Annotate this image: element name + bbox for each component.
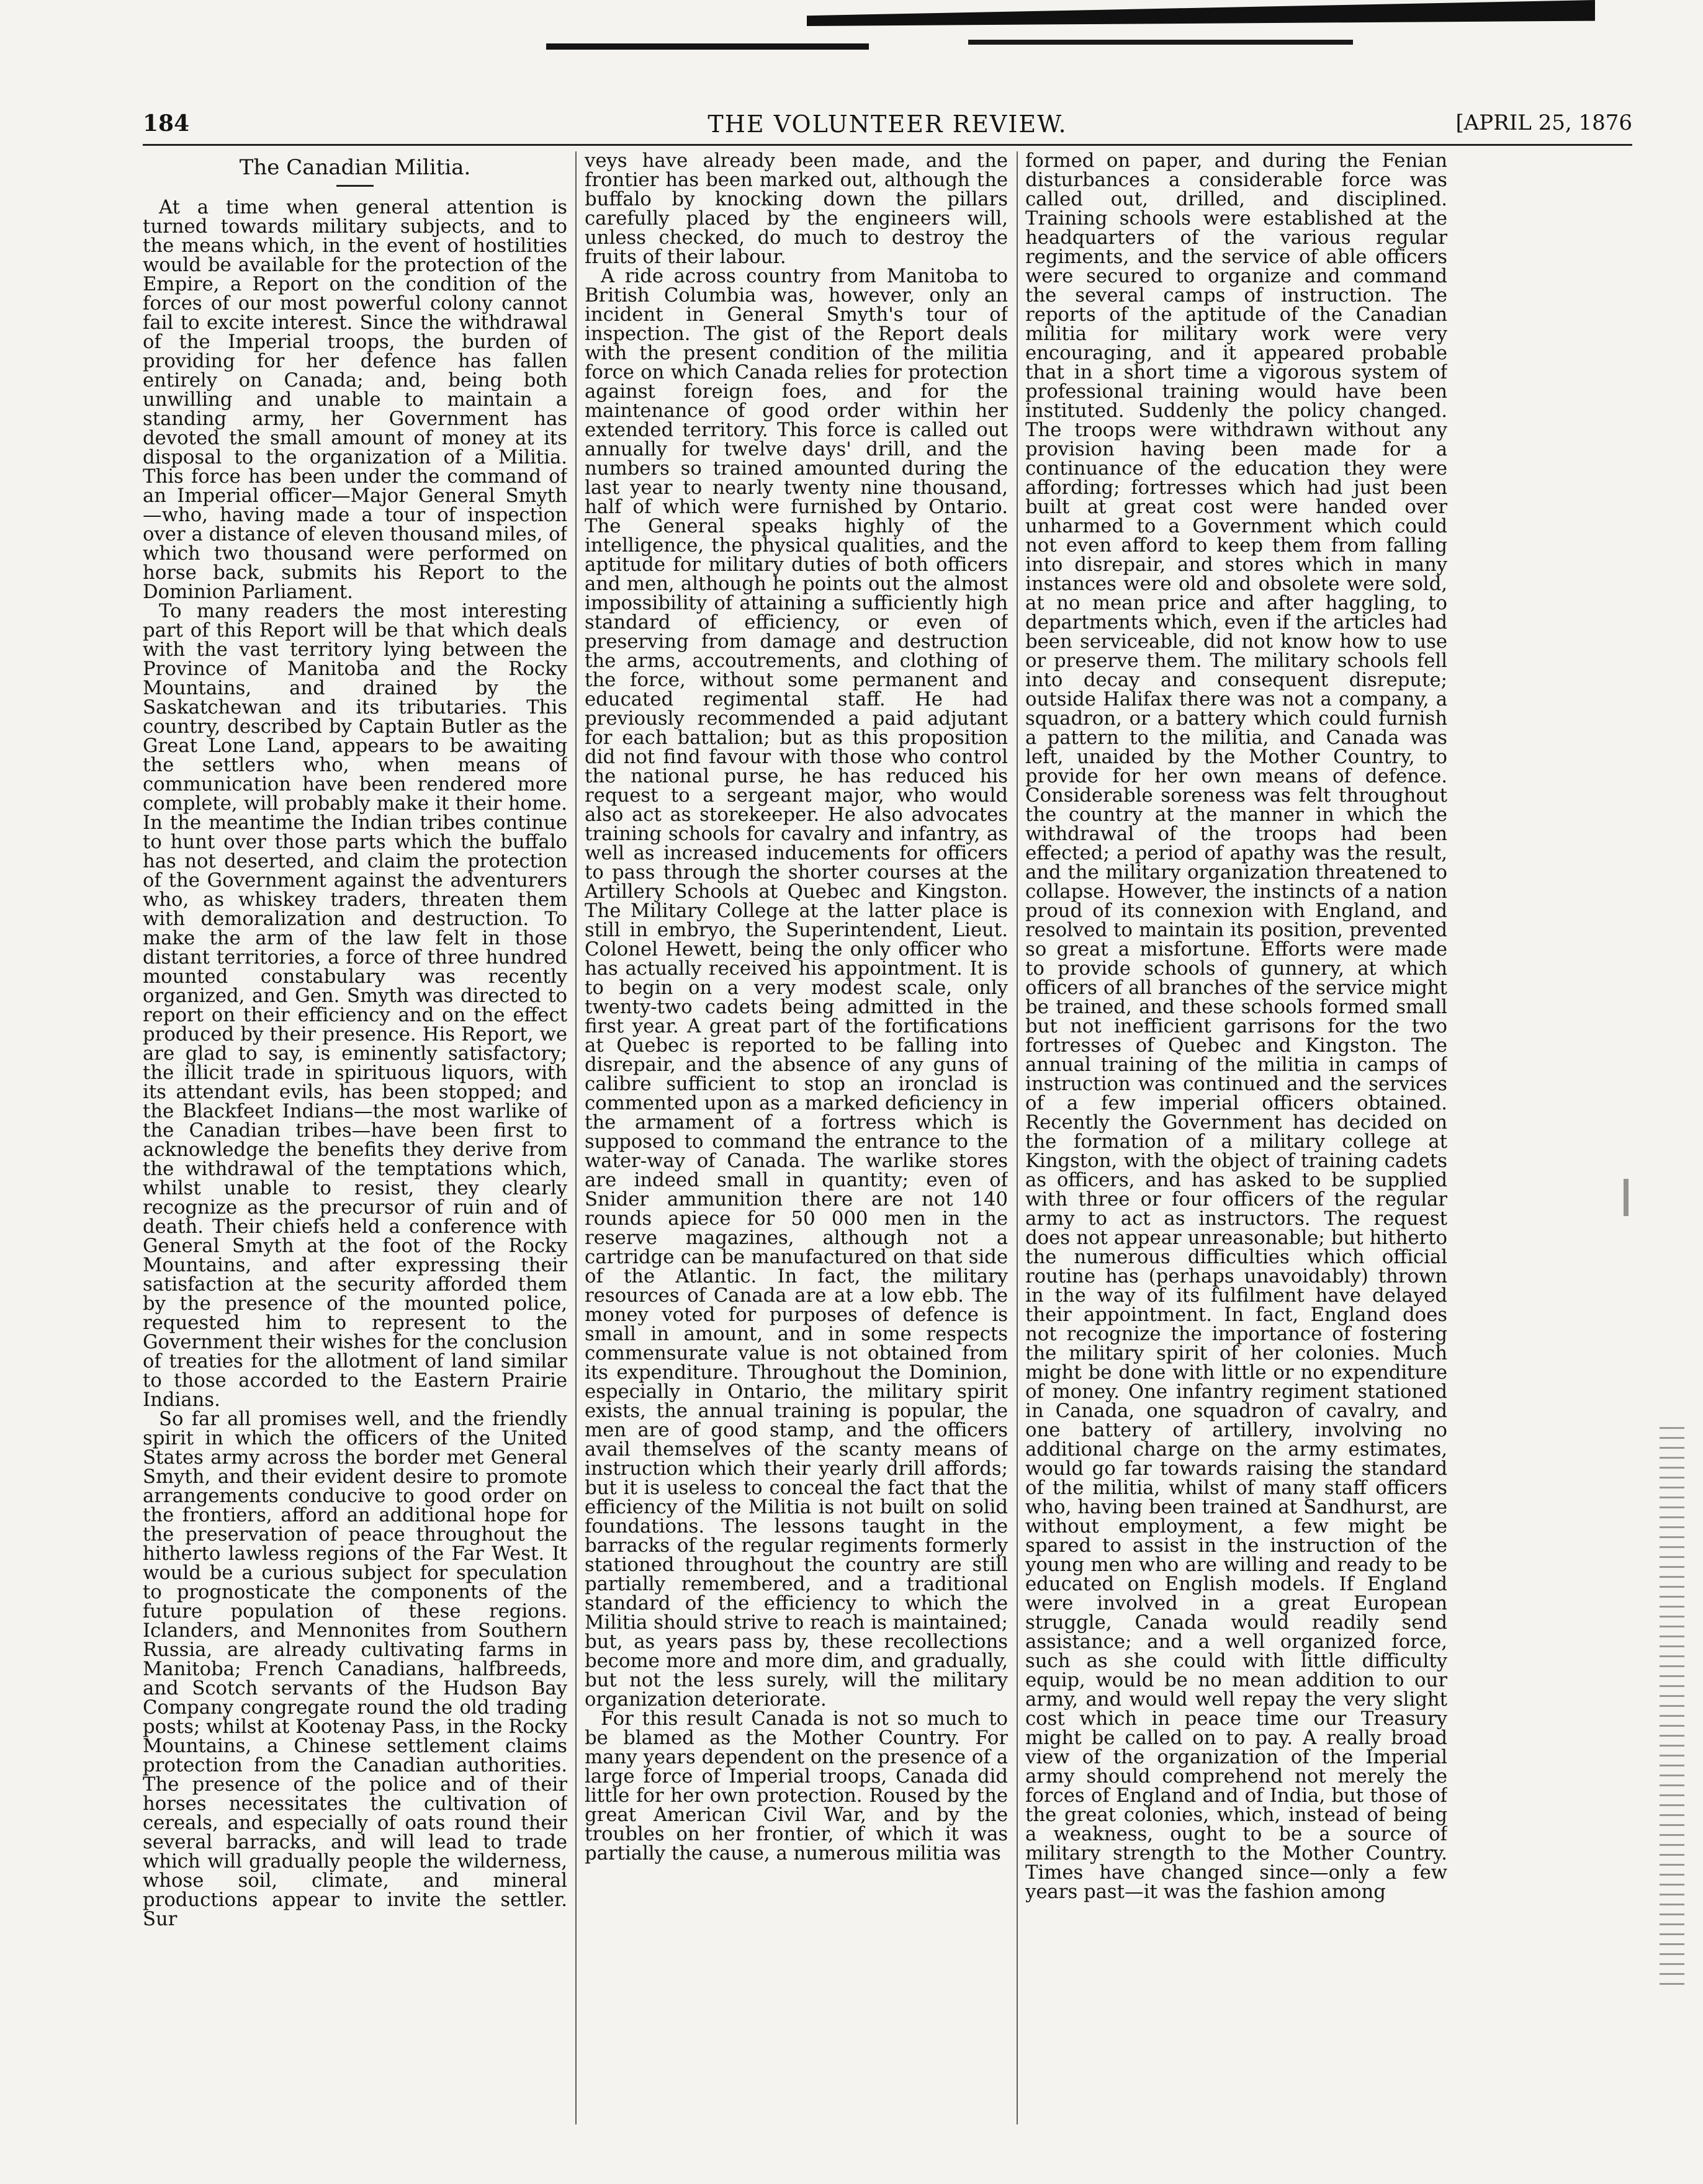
column-3 <box>1025 151 1447 2124</box>
column-divider <box>1017 151 1018 2124</box>
paragraph: For this result Canada is not so much to be blamed as the Mother Country. For many years dependent on the presence of a large force of Imperial troops, Canada did little for her own protection. Roused by the great American Civil War, and by the troubles on her frontier, of which it was partially the cause, a numerous militia was <box>585 1708 1008 1864</box>
column-1 <box>143 151 567 2124</box>
header-rule <box>143 144 1632 146</box>
article-columns <box>143 151 1632 2124</box>
top-border-rule-secondary <box>546 43 869 50</box>
column-2 <box>585 151 1008 2124</box>
masthead: THE VOLUNTEER REVIEW. <box>708 110 1067 138</box>
paragraph: So far all promises well, and the friendly spirit in which the officers of the United States army across the border met General Smyth, and their evident desire to promote arrangements conducive to good order on the frontiers, afford an additional hope for the preservation of peace throughout the hitherto lawless regions of the Far West. It would be a curious subject for speculation to prognosticate the components of the future population of these regions. Iclanders, and Mennonites from Southern Russia, are already cultivating farms in Manitoba; French Canadians, halfbreeds, and Scotch servants of the Hudson Bay Company congregate round the old trading posts; whilst at Kootenay Pass, in the Rocky Mountains, a Chinese settlement claims protection from the Canadian authorities. The presence of the police and of their horses necessitates the cultivation of cereals, and especially of oats round their several barracks, and will lead to trade which will gradually people the wilderness, whose soil, climate, and mineral productions appear to invite the settler. Sur <box>143 1408 567 1930</box>
paragraph: To many readers the most interesting part of this Report will be that which deals with the vast territory lying between the Province of Manitoba and the Rocky Mountains, and drained by the Saskatchewan and its tributaries. This country, described by Captain Butler as the Great Lone Land, appears to be awaiting the settlers who, when means of communication have been rendered more complete, will probably make it their home. In the meantime the Indian tribes continue to hunt over those parts which the buffalo has not deserted, and claim the protection of the Government against the adventurers who, as whiskey traders, threaten them with demoralization and destruction. To make the arm of the law felt in those distant territories, a force of three hundred mounted constabulary was recently organized, and Gen. Smyth was directed to report on their efficiency and on the effect produced by their presence. His Report, we are glad to say, is eminently satisfactory; the illicit trade in spirituous liquors, with its attendant evils, has been stopped; and the Blackfeet Indians—the most warlike of the Canadian tribes—have been first to acknowledge the benefits they derive from the withdrawal of the temptations which, whilst unable to resist, they clearly recognize as the precursor of ruin and of death. Their chiefs held a conference with General Smyth at the foot of the Rocky Mountains, and after expressing their satisfaction at the security afforded them by the presence of the mounted police, requested him to represent to the Government their wishes for the conclusion of treaties for the allotment of land similar to those accorded to the Eastern Prairie Indians. <box>143 601 567 1411</box>
issue-date: [APRIL 25, 1876 <box>1455 110 1632 135</box>
page-number: 184 <box>143 110 190 136</box>
page-header <box>143 110 1632 141</box>
paragraph: At a time when general attention is turned towards military subjects, and to the means which, in the event of hostilities would be available for the protection of the Empire, a Report on the condition of the forces of our most powerful colony cannot fail to excite interest. Since the withdrawal of the Imperial troops, the burden of providing for her defence has fallen entirely on Canada; and, being both unwilling and unable to maintain a standing army, her Government has devoted the small amount of money at its disposal to the organization of a Militia. This force has been under the command of an Imperial officer—Major General Smyth—who, having made a tour of inspection over a distance of eleven thousand miles, of which two thousand were performed on horse back, submits his Report to the Dominion Parliament. <box>143 197 567 603</box>
title-rule <box>336 185 374 187</box>
page-edge-scan-marks <box>1660 1427 1684 1985</box>
top-border-rule <box>807 0 1595 26</box>
article-title: The Canadian Militia. <box>239 155 471 180</box>
column-divider <box>575 151 577 2124</box>
paragraph: veys have already been made, and the frontier has been marked out, although the buffalo by knocking down the pillars carefully placed by the engineers will, unless checked, do much to destroy the fruits of their labour. <box>585 151 1008 268</box>
paragraph: A ride across country from Manitoba to British Columbia was, however, only an incident in General Smyth's tour of inspection. The gist of the Report deals with the present condition of the militia force on which Canada relies for protection against foreign foes, and for the maintenance of good order within her extended territory. This force is called out annually for twelve days' drill, and the numbers so trained amounted during the last year to nearly twenty nine thousand, half of which were furnished by Ontario. The General speaks highly of the intelligence, the physical qualities, and the aptitude for military duties of both officers and men, although he points out the almost impossibility of attaining a sufficiently high standard of efficiency, or even of preserving from damage and destruction the arms, accoutrements, and clothing of the force, without some permanent and educated regimental staff. He had previously recommended a paid adjutant for each battalion; but as this proposition did not find favour with those who control the national purse, he has reduced his request to a sergeant major, who would also act as storekeeper. He also advocates training schools for cavalry and infantry, as well as increased inducements for officers to pass through the shorter courses at the Artillery Schools at Quebec and Kingston. The Military College at the latter place is still in embryo, the Superintendent, Lieut. Colonel Hewett, being the only officer who has actually received his appointment. It is to begin on a very modest scale, only twenty-two cadets being admitted in the first year. A great part of the fortifications at Quebec is reported to be falling into disrepair, and the absence of any guns of calibre sufficient to stop an ironclad is commented upon as a marked deficiency in the armament of a fortress which is supposed to command the entrance to the water-way of Canada. The warlike stores are indeed small in quantity; even of Snider ammunition there are not 140 rounds apiece for 50 000 men in the reserve magazines, although not a cartridge can be manufactured on that side of the Atlantic. In fact, the military resources of Canada are at a low ebb. The money voted for purposes of defence is small in amount, and in some respects commensurate value is not obtained from its expenditure. Throughout the Dominion, especially in Ontario, the military spirit exists, the annual training is popular, the men are of good stamp, and the officers avail themselves of the scanty means of instruction which their yearly drill affords; but it is useless to conceal the fact that the efficiency of the Militia is not built on solid foundations. The lessons taught in the barracks of the regular regiments formerly stationed throughout the country are still partially remembered, and a traditional standard of the efficiency to which the Militia should strive to reach is maintained; but, as years pass by, these recollections become more and more dim, and gradually, but not the less surely, will the military organization deteriorate. <box>585 266 1008 1711</box>
paragraph: formed on paper, and during the Fenian disturbances a considerable force was called out, drilled, and disciplined. Training schools were established at the headquarters of the various regular regiments, and the service of able officers were secured to organize and command the several camps of instruction. The reports of the aptitude of the Canadian militia for military work were very encouraging, and it appeared probable that in a short time a vigorous system of professional training would have been instituted. Suddenly the policy changed. The troops were withdrawn without any provision having been made for a continuance of the education they were affording; fortresses which had just been built at great cost were handed over unharmed to a Government which could not even afford to keep them from falling into disrepair, and stores which in many instances were old and obsolete were sold, at no mean price and after haggling, to departments which, even if the articles had been serviceable, did not know how to use or preserve them. The military schools fell into decay and consequent disrepute; outside Halifax there was not a company, a squadron, or a battery which could furnish a pattern to the militia, and Canada was left, unaided by the Mother Country, to provide for her own means of defence. Considerable soreness was felt throughout the country at the manner in which the withdrawal of the troops had been effected; a period of apathy was the result, and the military organization threatened to collapse. However, the instincts of a nation proud of its connexion with England, and resolved to maintain its position, prevented so great a misfortune. Efforts were made to provide schools of gunnery, at which officers of all branches of the service might be trained, and these schools formed small but not inefficient garrisons for the two fortresses of Quebec and Kingston. The annual training of the militia in camps of instruction was continued and the services of a few imperial officers obtained. Recently the Government has decided on the formation of a military college at Kingston, with the object of training cadets as officers, and has asked to be supplied with three or four officers of the regular army to act as instructors. The request does not appear unreasonable; but hitherto the numerous difficulties which official routine has (perhaps unavoidably) thrown in the way of its fulfilment have delayed their appointment. In fact, England does not recognize the importance of fostering the military spirit of her colonies. Much might be done with little or no expenditure of money. One infantry regiment stationed in Canada, one squadron of cavalry, and one battery of artillery, involving no additional charge on the army estimates, would go far towards raising the standard of the militia, whilst of many staff officers who, having been trained at Sandhurst, are without employment, a few might be spared to assist in the instruction of the young men who are willing and ready to be educated on English models. If England were involved in a great European struggle, Canada would readily send assistance; and a well organized force, such as she could with little difficulty equip, would be no mean addition to our army, and would well repay the very slight cost which in peace time our Treasury might be called on to pay. A really broad view of the organization of the Imperial army should comprehend not merely the forces of England and of India, but those of the great colonies, which, instead of being a weakness, ought to be a source of military strength to the Mother Country. Times have changed since—only a few years past—it was the fashion among <box>1025 151 1447 1903</box>
top-border-rule-tertiary <box>968 40 1353 45</box>
